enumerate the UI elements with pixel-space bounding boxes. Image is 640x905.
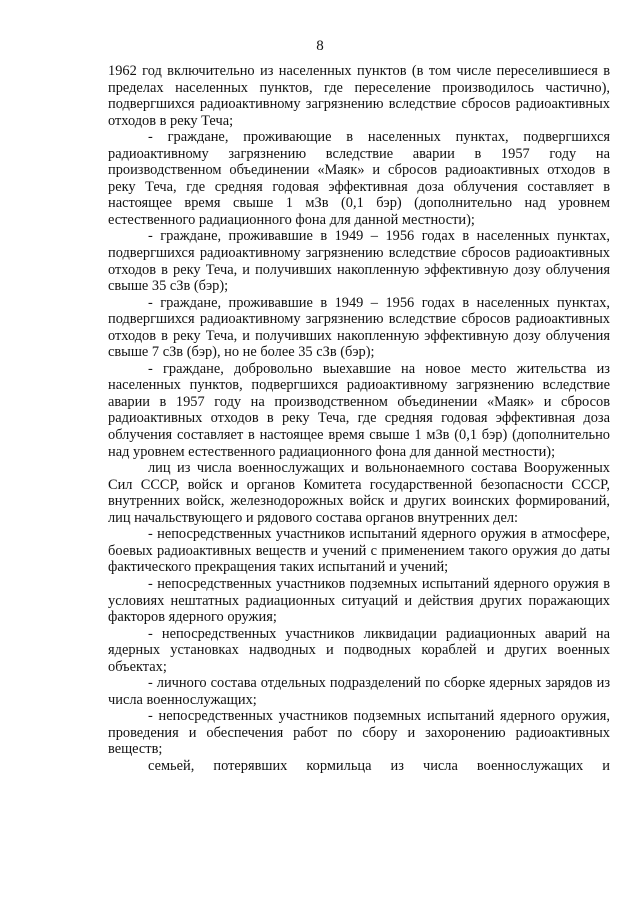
paragraph: - граждане, проживавшие в 1949 – 1956 годах в населенных пунктах, подвергшихся радиоактивному загрязнению вследствие сбросов радиоактивных отходов в реку Теча, и получивших накопленную эффективную дозу облучения свыше 35 сЗв (бэр); <box>108 228 610 295</box>
paragraph: 1962 год включительно из населенных пунктов (в том числе переселившиеся в пределах населенных пунктов, где переселение производилось частично), подвергшихся радиоактивному загрязнению вследствие сбросов радиоактивных отходов в реку Теча; <box>108 63 610 129</box>
paragraph: семьей, потерявших кормильца из числа военнослужащих и <box>148 757 610 774</box>
paragraph: - непосредственных участников ликвидации радиационных аварий на ядерных установках надводных и подводных кораблей и других военных объектах; <box>108 625 610 675</box>
paragraph: - непосредственных участников подземных испытаний ядерного оружия, проведения и обеспечения работ по сбору и захоронению радиоактивных веществ; <box>108 708 610 758</box>
paragraph: - граждане, проживавшие в 1949 – 1956 годах в населенных пунктах, подвергшихся радиоактивному загрязнению вследствие сбросов радиоактивных отходов в реку Теча, и получивших накопленную эффективную дозу облучения свыше 7 сЗв (бэр), но не более 35 сЗв (бэр); <box>108 294 610 361</box>
page-number: 8 <box>316 38 324 54</box>
document-body <box>108 63 610 775</box>
paragraph: - граждане, проживающие в населенных пунктах, подвергшихся радиоактивному загрязнению вследствие аварии в 1957 году на производственном объединении «Маяк» и сбросов радиоактивных отходов в реку Теча, где средняя годовая эффективная доза облучения составляет в настоящее время свыше 1 мЗв (0,1 бэр) (дополнительно над уровнем естественного радиационного фона для данной местности); <box>108 129 610 228</box>
paragraph: - непосредственных участников подземных испытаний ядерного оружия в условиях нештатных радиационных ситуаций и действия других поражающих факторов ядерного оружия; <box>108 575 610 626</box>
paragraph: лиц из числа военнослужащих и вольнонаемного состава Вооруженных Сил СССР, войск и органов Комитета государственной безопасности СССР, внутренних войск, железнодорожных войск и других воинских формирований, лиц начальствующего и рядового состава органов внутренних дел: <box>108 460 610 526</box>
paragraph: - непосредственных участников испытаний ядерного оружия в атмосфере, боевых радиоактивных веществ и учений с применением такого оружия до даты фактического прекращения таких испытаний и учений; <box>108 526 610 576</box>
paragraph: - личного состава отдельных подразделений по сборке ядерных зарядов из числа военнослужащих; <box>108 675 610 708</box>
paragraph: - граждане, добровольно выехавшие на новое место жительства из населенных пунктов, подвергшихся радиоактивному загрязнению вследствие аварии в 1957 году на производственном объединении «Маяк» и сбросов радиоактивных отходов в реку Теча, где средняя годовая эффективная доза облучения составляет в настоящее время свыше 1 мЗв (0,1 бэр) (дополнительно над уровнем естественного радиационного фона для данной местности); <box>108 360 610 460</box>
